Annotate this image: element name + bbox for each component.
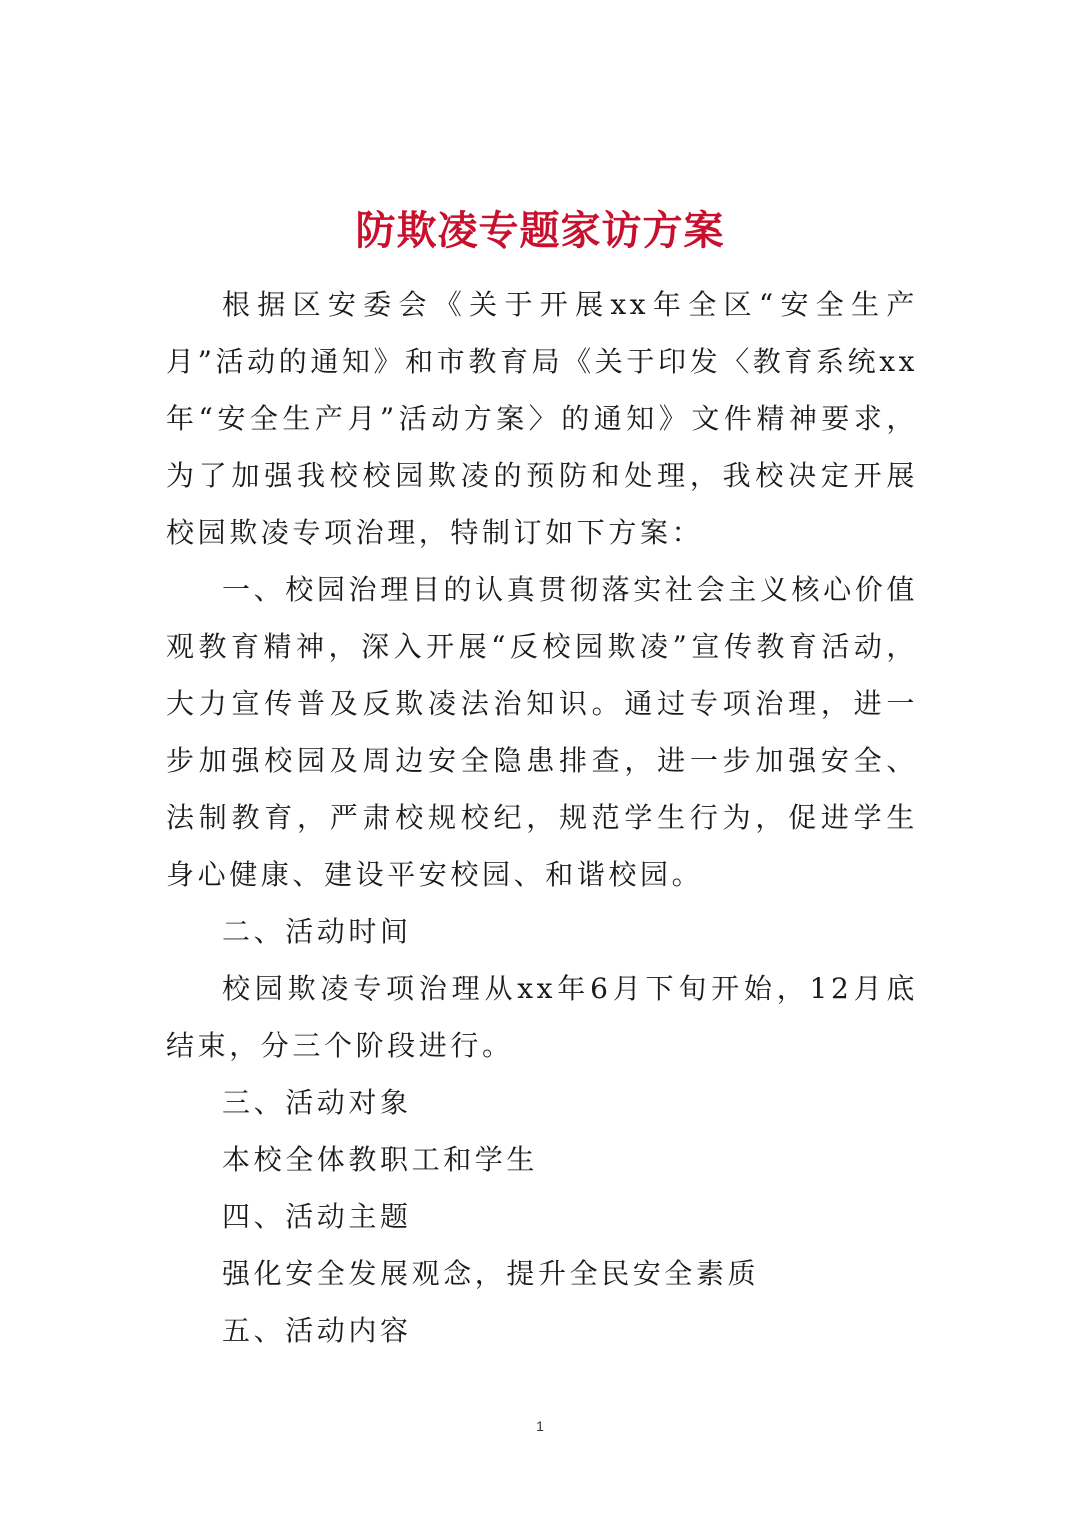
page-number: 1 [536,1418,544,1434]
section-heading-theme: 四、活动主题 [222,1200,412,1233]
document-body [166,276,918,1359]
paragraph-theme: 强化安全发展观念，提升全民安全素质 [222,1257,760,1290]
paragraph-time: 校园欺凌专项治理从xx年6月下旬开始，12月底结束，分三个阶段进行。 [166,972,918,1062]
paragraph-intro: 根据区安委会《关于开展xx年全区“安全生产月”活动的通知》和市教育局《关于印发〈教育系统xx年“安全生产月”活动方案〉的通知》文件精神要求，为了加强我校校园欺凌的预防和处理，我校决定开展校园欺凌专项治理，特制订如下方案： [166,288,918,549]
paragraph-purpose: 一、校园治理目的认真贯彻落实社会主义核心价值观教育精神，深入开展“反校园欺凌”宣传教育活动，大力宣传普及反欺凌法治知识。通过专项治理，进一步加强校园及周边安全隐患排查，进一步加强安全、法制教育，严肃校规校纪，规范学生行为，促进学生身心健康、建设平安校园、和谐校园。 [166,573,918,891]
section-heading-audience: 三、活动对象 [222,1086,412,1119]
section-heading-content: 五、活动内容 [222,1314,412,1347]
section-heading-time: 二、活动时间 [222,915,412,948]
document-title: 防欺凌专题家访方案 [355,207,725,254]
paragraph-audience: 本校全体教职工和学生 [222,1143,539,1176]
